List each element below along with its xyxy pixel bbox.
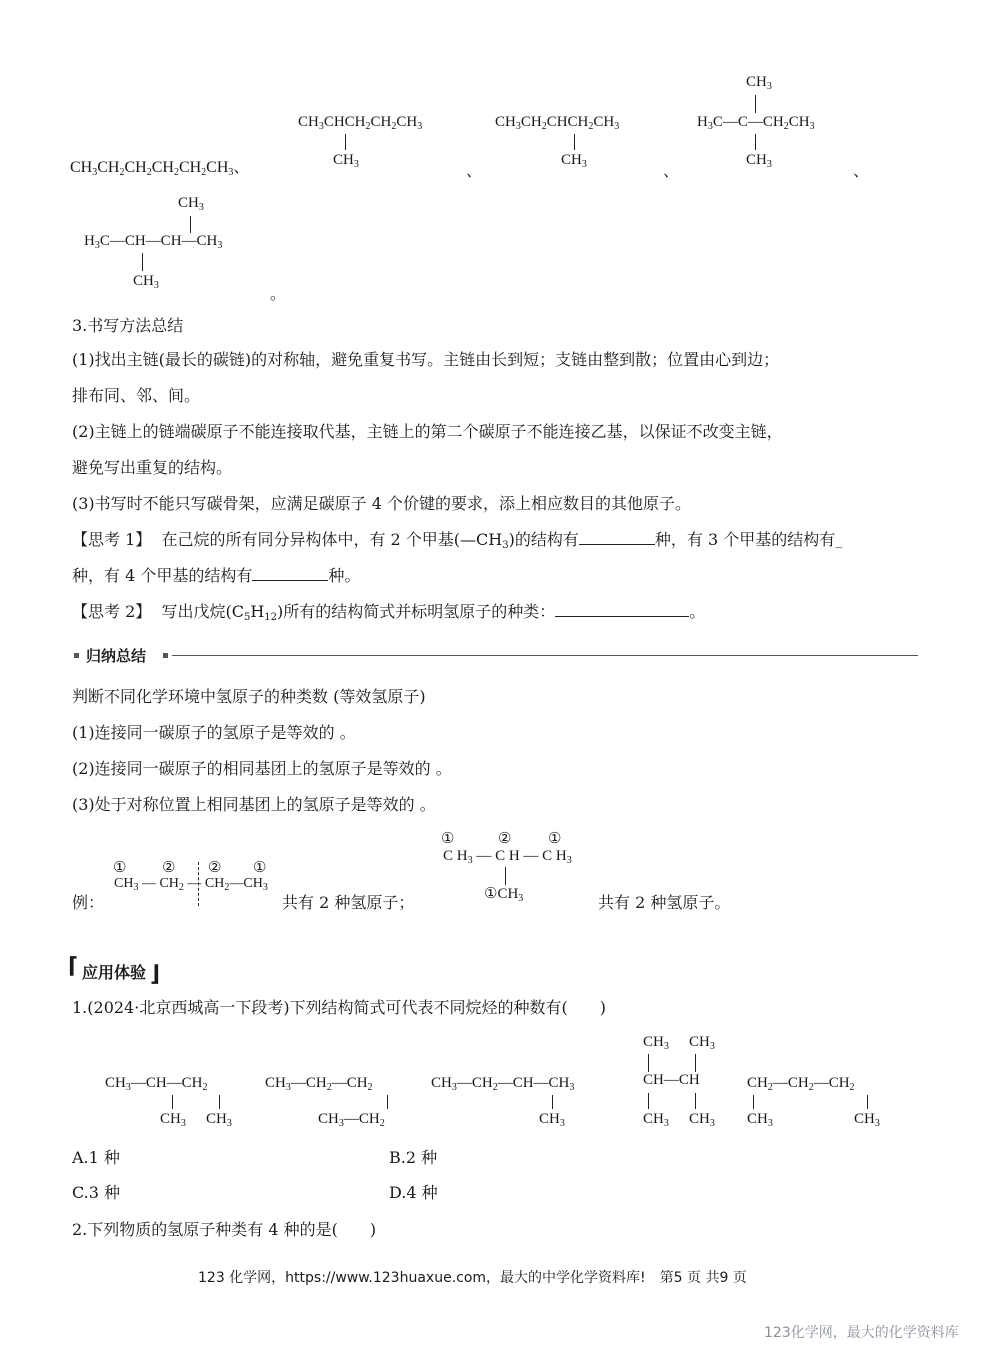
think-1-cont: 种，有 4 个甲基的结构有 种。 <box>72 566 361 585</box>
h-type-label: ① <box>441 831 455 847</box>
methylpentane-2-main: $CH_3CHCH_2CH_2CH_3$ <box>298 114 423 132</box>
bond-line <box>387 1095 388 1109</box>
bond-line <box>345 134 346 150</box>
bullet-square <box>163 653 168 658</box>
symmetry-axis <box>198 862 199 906</box>
isobutane-sub: $①CH_3$ <box>484 886 524 904</box>
think-1-tag: 【思考 1】 <box>72 530 152 549</box>
methylpentane-2-sub: $CH_3$ <box>333 152 359 170</box>
page-footer: 123 化学网，https://www.123huaxue.com，最大的中学化学资料库! 第5 页 共9 页 <box>198 1270 747 1286</box>
bond-line <box>505 867 506 885</box>
bond-line <box>648 1093 649 1109</box>
bond-line <box>552 1095 553 1109</box>
summary-rule-3: (3)处于对称位置上相同基团上的氢原子是等效的 。 <box>72 795 436 814</box>
molecule-2-main: $CH_3—CH_2—CH_2$ <box>265 1075 373 1093</box>
h-type-label: ① <box>253 860 267 876</box>
dimethylbutane-23-main: $H_3C—CH—CH—CH_3$ <box>84 233 223 251</box>
option-a[interactable]: A.1 种 <box>72 1148 120 1167</box>
bracket-left: ⌈ <box>68 954 79 979</box>
summary-intro: 判断不同化学环境中氢原子的种类数 (等效氢原子) <box>72 687 426 706</box>
rule-1a: (1)找出主链(最长的碳链)的对称轴，避免重复书写。主链由长到短；支链由整到散；位置由心到边； <box>72 350 780 369</box>
molecule-4-bottom-2: $CH_3$ <box>689 1111 715 1129</box>
separator: 、 <box>663 161 680 180</box>
separator: 、 <box>853 161 870 180</box>
question-2: 2.下列物质的氢原子种类有 4 种的是( ) <box>72 1220 377 1239</box>
molecule-1-sub-1: $CH_3$ <box>160 1111 186 1129</box>
bond-line <box>190 216 191 233</box>
bond-line <box>172 1095 173 1109</box>
bracket-right: ⌋ <box>150 962 161 987</box>
summary-heading: 归纳总结 <box>86 647 147 665</box>
period: 。 <box>270 284 287 303</box>
bond-line <box>753 1095 754 1109</box>
think-1: 【思考 1】 在己烷的所有同分异构体中，有 2 个甲基$(—CH_3)$的结构有 种，有 3 个甲基的结构有_ <box>72 530 843 551</box>
rule-3: (3)书写时不能只写碳骨架，应满足碳原子 4 个价键的要求，添上相应数目的其他原子。 <box>72 494 692 513</box>
rule-1b: 排布同、邻、间。 <box>72 386 201 405</box>
bond-line <box>219 1095 220 1109</box>
answer-blank[interactable] <box>555 601 689 617</box>
molecule-3-main: $CH_3—CH_2—CH—CH_3$ <box>431 1075 575 1093</box>
molecule-1-main: $CH_3—CH—CH_2$ <box>105 1075 208 1093</box>
dimethylbutane-22-top: $CH_3$ <box>746 74 772 92</box>
summary-rule-2: (2)连接同一碳原子的相同基团上的氢原子是等效的 。 <box>72 759 452 778</box>
methylpentane-3-sub: $CH_3$ <box>561 152 587 170</box>
methylpentane-3-main: $CH_3CH_2CHCH_2CH_3$ <box>495 114 620 132</box>
bond-line <box>648 1054 649 1072</box>
separator: 、 <box>466 161 483 180</box>
molecule-1-sub-2: $CH_3$ <box>206 1111 232 1129</box>
bond-line <box>574 134 575 150</box>
think-2: 【思考 2】 写出戊烷$(C_5H_{12})$所有的结构简式并标明氢原子的种类： 。 <box>72 602 706 623</box>
dimethylbutane-22-bottom: $CH_3$ <box>746 152 772 170</box>
bond-line <box>142 253 143 271</box>
h-type-label: ① <box>113 860 127 876</box>
molecule-5-sub-1: $CH_3$ <box>747 1111 773 1129</box>
example-label: 例： <box>72 893 105 912</box>
dimethylbutane-22-main: $H_3C—C—CH_2CH_3$ <box>697 114 815 132</box>
bond-line <box>755 134 756 150</box>
answer-blank[interactable] <box>579 529 655 545</box>
watermark: 123化学网，最大的化学资料库 <box>764 1325 959 1341</box>
period: 。 <box>689 602 706 621</box>
option-c[interactable]: C.3 种 <box>72 1183 121 1202</box>
isobutane-formula: C $H_3$ — C H — C $H_3$ <box>443 848 572 866</box>
section-title: 3.书写方法总结 <box>72 316 184 335</box>
h-type-label: ② <box>498 831 512 847</box>
bond-line <box>755 95 756 113</box>
dimethylbutane-23-bottom: $CH_3$ <box>133 273 159 291</box>
example-1-result: 共有 2 种氢原子； <box>282 893 415 912</box>
practice-heading: 应用体验 <box>82 963 147 982</box>
rule-2a: (2)主链上的链端碳原子不能连接取代基，主链上的第二个碳原子不能连接乙基，以保证不改变主链， <box>72 422 783 441</box>
answer-blank[interactable] <box>252 565 328 581</box>
bond-line <box>867 1095 868 1109</box>
molecule-5-sub-2: $CH_3$ <box>854 1111 880 1129</box>
h-type-label: ② <box>208 860 222 876</box>
option-b[interactable]: B.2 种 <box>389 1148 438 1167</box>
think-2-tag: 【思考 2】 <box>72 602 152 621</box>
question-1: 1.(2024·北京西城高一下段考)下列结构简式可代表不同烷烃的种数有( ) <box>72 998 607 1017</box>
molecule-5-main: $CH_2—CH_2—CH_2$ <box>747 1075 855 1093</box>
rule-2b: 避免写出重复的结构。 <box>72 458 233 477</box>
h-type-label: ② <box>162 860 176 876</box>
h-type-label: ① <box>548 831 562 847</box>
summary-rule-1: (1)连接同一碳原子的氢原子是等效的 。 <box>72 723 356 742</box>
example-2-result: 共有 2 种氢原子。 <box>598 893 731 912</box>
option-d[interactable]: D.4 种 <box>389 1183 438 1202</box>
molecule-2-sub: $CH_3—CH_2$ <box>318 1111 385 1129</box>
bond-line <box>695 1093 696 1109</box>
molecule-4-top-1: $CH_3$ <box>643 1034 669 1052</box>
dimethylbutane-23-top: $CH_3$ <box>178 195 204 213</box>
molecule-4-bottom-1: $CH_3$ <box>643 1111 669 1129</box>
butane-formula: $CH_3$ — $CH_2$ — $CH_2—CH_3$ <box>114 876 268 893</box>
hexane-formula: $CH_3CH_2CH_2CH_2CH_2CH_3$、 <box>70 159 250 178</box>
molecule-3-sub: $CH_3$ <box>539 1111 565 1129</box>
bond-line <box>695 1054 696 1072</box>
molecule-4-top-2: $CH_3$ <box>689 1034 715 1052</box>
divider <box>172 655 918 656</box>
molecule-4-main: CH—CH <box>643 1072 700 1088</box>
bullet-square <box>74 653 79 658</box>
